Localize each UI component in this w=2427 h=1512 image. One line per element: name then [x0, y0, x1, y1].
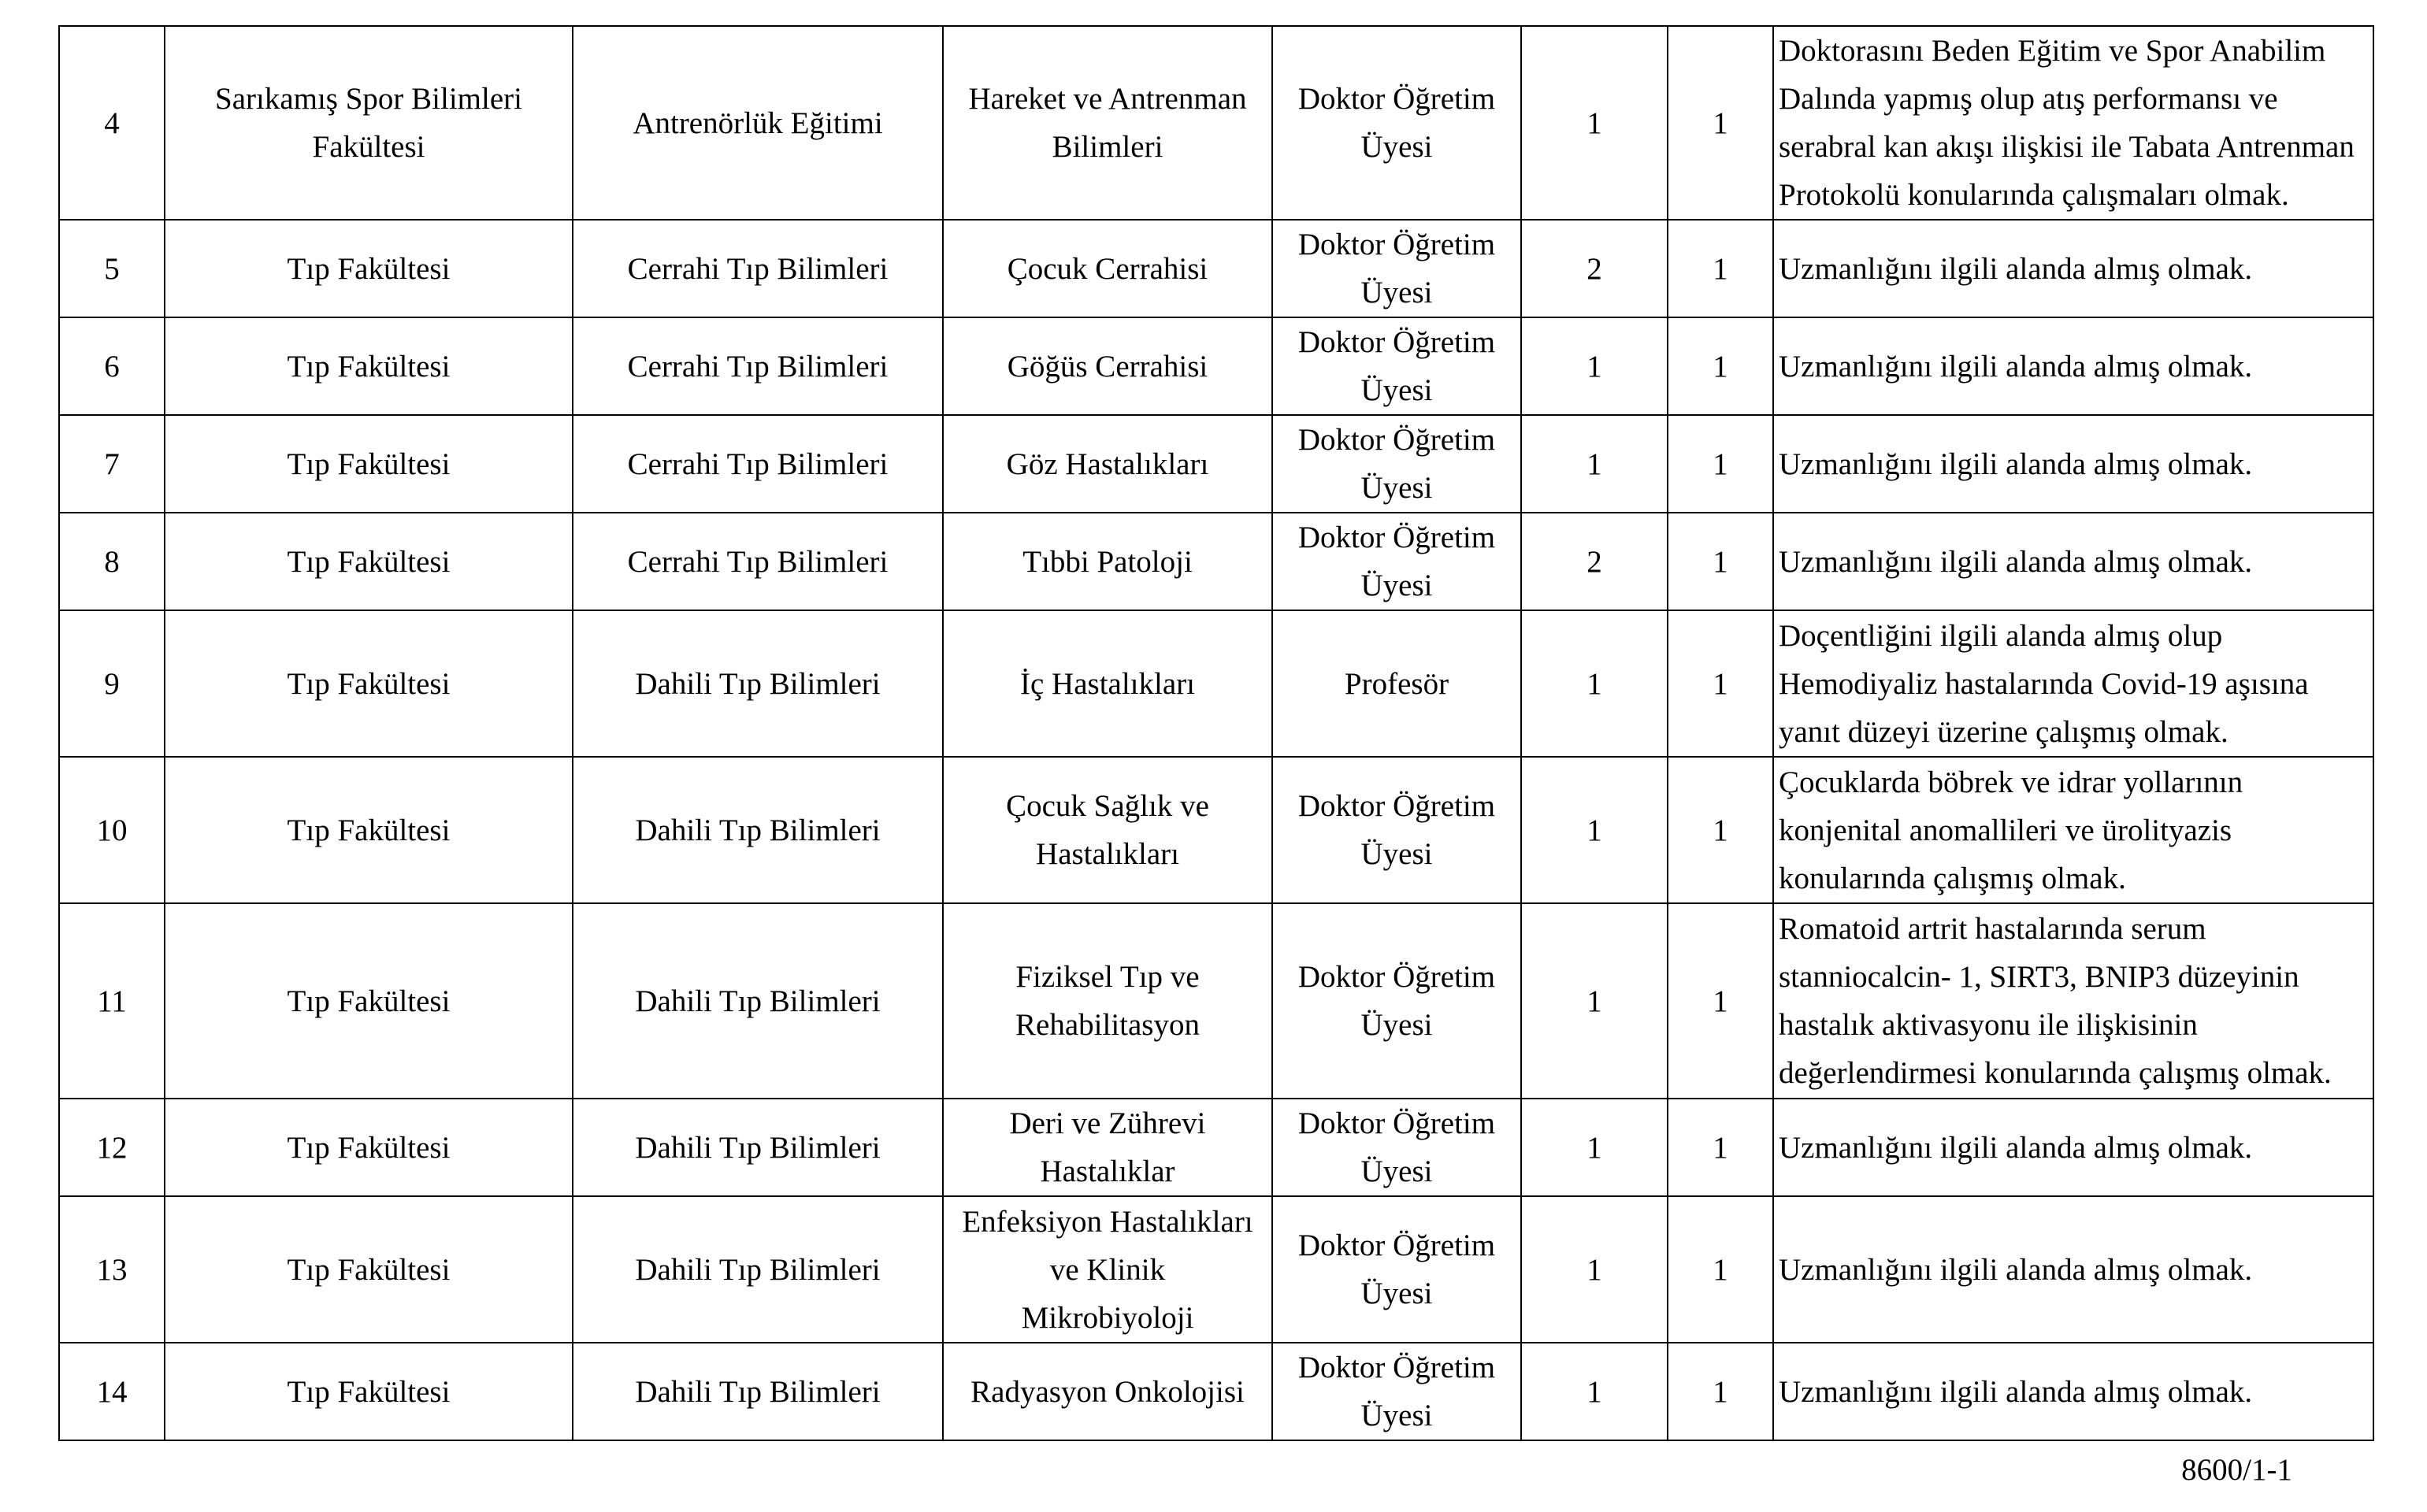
department-cell: Dahili Tıp Bilimleri [573, 903, 943, 1099]
program-cell: Fiziksel Tıp ve Rehabilitasyon [943, 903, 1272, 1099]
faculty-cell: Tıp Fakültesi [165, 1343, 573, 1440]
row-number-cell: 7 [59, 415, 165, 513]
department-cell: Dahili Tıp Bilimleri [573, 610, 943, 757]
requirement-cell: Uzmanlığını ilgili alanda almış olmak. [1773, 220, 2373, 317]
faculty-cell: Sarıkamış Spor Bilimleri Fakültesi [165, 26, 573, 220]
row-number-cell: 6 [59, 317, 165, 415]
table-row [59, 220, 2373, 317]
department-cell: Cerrahi Tıp Bilimleri [573, 220, 943, 317]
program-cell: Çocuk Cerrahisi [943, 220, 1272, 317]
academic-title-cell: Doktor Öğretim Üyesi [1272, 1099, 1521, 1196]
row-number-cell: 13 [59, 1196, 165, 1343]
degree-cell: 2 [1521, 220, 1668, 317]
academic-title-cell: Doktor Öğretim Üyesi [1272, 415, 1521, 513]
position-count-cell: 1 [1668, 415, 1773, 513]
table-row [59, 317, 2373, 415]
academic-title-cell: Doktor Öğretim Üyesi [1272, 1343, 1521, 1440]
academic-title-cell: Doktor Öğretim Üyesi [1272, 26, 1521, 220]
academic-title-cell: Doktor Öğretim Üyesi [1272, 903, 1521, 1099]
department-cell: Cerrahi Tıp Bilimleri [573, 317, 943, 415]
row-number-cell: 12 [59, 1099, 165, 1196]
degree-cell: 1 [1521, 1196, 1668, 1343]
row-number-cell: 14 [59, 1343, 165, 1440]
degree-cell: 1 [1521, 610, 1668, 757]
requirement-cell: Doçentliğini ilgili alanda almış olup Hemodiyaliz hastalarında Covid-19 aşısına yanıt düzeyi üzerine çalışmış olmak. [1773, 610, 2373, 757]
document-code: 8600/1-1 [2181, 1453, 2292, 1487]
faculty-cell: Tıp Fakültesi [165, 220, 573, 317]
faculty-cell: Tıp Fakültesi [165, 1196, 573, 1343]
program-cell: Enfeksiyon Hastalıkları ve Klinik Mikrobiyoloji [943, 1196, 1272, 1343]
position-count-cell: 1 [1668, 513, 1773, 610]
faculty-cell: Tıp Fakültesi [165, 903, 573, 1099]
requirement-cell: Uzmanlığını ilgili alanda almış olmak. [1773, 513, 2373, 610]
faculty-cell: Tıp Fakültesi [165, 317, 573, 415]
academic-title-cell: Doktor Öğretim Üyesi [1272, 757, 1521, 903]
department-cell: Dahili Tıp Bilimleri [573, 1343, 943, 1440]
position-count-cell: 1 [1668, 1099, 1773, 1196]
program-cell: Deri ve Zührevi Hastalıklar [943, 1099, 1272, 1196]
position-count-cell: 1 [1668, 26, 1773, 220]
program-cell: Göğüs Cerrahisi [943, 317, 1272, 415]
department-cell: Dahili Tıp Bilimleri [573, 757, 943, 903]
academic-title-cell: Doktor Öğretim Üyesi [1272, 317, 1521, 415]
academic-title-cell: Profesör [1272, 610, 1521, 757]
degree-cell: 1 [1521, 757, 1668, 903]
requirement-cell: Doktorasını Beden Eğitim ve Spor Anabilim Dalında yapmış olup atış performansı ve serabral kan akışı ilişkisi ile Tabata Antrenman Protokolü konularında çalışmaları olmak. [1773, 26, 2373, 220]
program-cell: Çocuk Sağlık ve Hastalıkları [943, 757, 1272, 903]
requirement-cell: Uzmanlığını ilgili alanda almış olmak. [1773, 1343, 2373, 1440]
table-row [59, 903, 2373, 1099]
faculty-cell: Tıp Fakültesi [165, 610, 573, 757]
program-cell: Radyasyon Onkolojisi [943, 1343, 1272, 1440]
academic-title-cell: Doktor Öğretim Üyesi [1272, 220, 1521, 317]
position-count-cell: 1 [1668, 757, 1773, 903]
table-row [59, 1343, 2373, 1440]
requirement-cell: Romatoid artrit hastalarında serum stanniocalcin- 1, SIRT3, BNIP3 düzeyinin hastalık aktivasyonu ile ilişkisinin değerlendirmesi konularında çalışmış olmak. [1773, 903, 2373, 1099]
faculty-cell: Tıp Fakültesi [165, 757, 573, 903]
requirement-cell: Uzmanlığını ilgili alanda almış olmak. [1773, 415, 2373, 513]
department-cell: Dahili Tıp Bilimleri [573, 1099, 943, 1196]
position-count-cell: 1 [1668, 1343, 1773, 1440]
requirement-cell: Uzmanlığını ilgili alanda almış olmak. [1773, 1099, 2373, 1196]
program-cell: İç Hastalıkları [943, 610, 1272, 757]
table-row [59, 610, 2373, 757]
degree-cell: 1 [1521, 317, 1668, 415]
department-cell: Antrenörlük Eğitimi [573, 26, 943, 220]
table-row [59, 415, 2373, 513]
position-count-cell: 1 [1668, 903, 1773, 1099]
degree-cell: 1 [1521, 903, 1668, 1099]
degree-cell: 1 [1521, 1099, 1668, 1196]
faculty-cell: Tıp Fakültesi [165, 415, 573, 513]
degree-cell: 1 [1521, 26, 1668, 220]
row-number-cell: 5 [59, 220, 165, 317]
program-cell: Tıbbi Patoloji [943, 513, 1272, 610]
faculty-cell: Tıp Fakültesi [165, 1099, 573, 1196]
position-count-cell: 1 [1668, 317, 1773, 415]
table-row [59, 26, 2373, 220]
degree-cell: 2 [1521, 513, 1668, 610]
academic-title-cell: Doktor Öğretim Üyesi [1272, 513, 1521, 610]
department-cell: Dahili Tıp Bilimleri [573, 1196, 943, 1343]
row-number-cell: 4 [59, 26, 165, 220]
requirement-cell: Uzmanlığını ilgili alanda almış olmak. [1773, 317, 2373, 415]
table-row [59, 513, 2373, 610]
position-count-cell: 1 [1668, 220, 1773, 317]
department-cell: Cerrahi Tıp Bilimleri [573, 513, 943, 610]
position-count-cell: 1 [1668, 1196, 1773, 1343]
table-row [59, 1196, 2373, 1343]
requirement-cell: Uzmanlığını ilgili alanda almış olmak. [1773, 1196, 2373, 1343]
position-count-cell: 1 [1668, 610, 1773, 757]
program-cell: Hareket ve Antrenman Bilimleri [943, 26, 1272, 220]
row-number-cell: 8 [59, 513, 165, 610]
row-number-cell: 9 [59, 610, 165, 757]
degree-cell: 1 [1521, 1343, 1668, 1440]
faculty-cell: Tıp Fakültesi [165, 513, 573, 610]
row-number-cell: 11 [59, 903, 165, 1099]
requirement-cell: Çocuklarda böbrek ve idrar yollarının konjenital anomallileri ve ürolityazis konularında çalışmış olmak. [1773, 757, 2373, 903]
table-body [59, 26, 2373, 1440]
department-cell: Cerrahi Tıp Bilimleri [573, 415, 943, 513]
positions-table [58, 25, 2374, 1441]
table-row [59, 1099, 2373, 1196]
table-row [59, 757, 2373, 903]
academic-title-cell: Doktor Öğretim Üyesi [1272, 1196, 1521, 1343]
row-number-cell: 10 [59, 757, 165, 903]
program-cell: Göz Hastalıkları [943, 415, 1272, 513]
degree-cell: 1 [1521, 415, 1668, 513]
